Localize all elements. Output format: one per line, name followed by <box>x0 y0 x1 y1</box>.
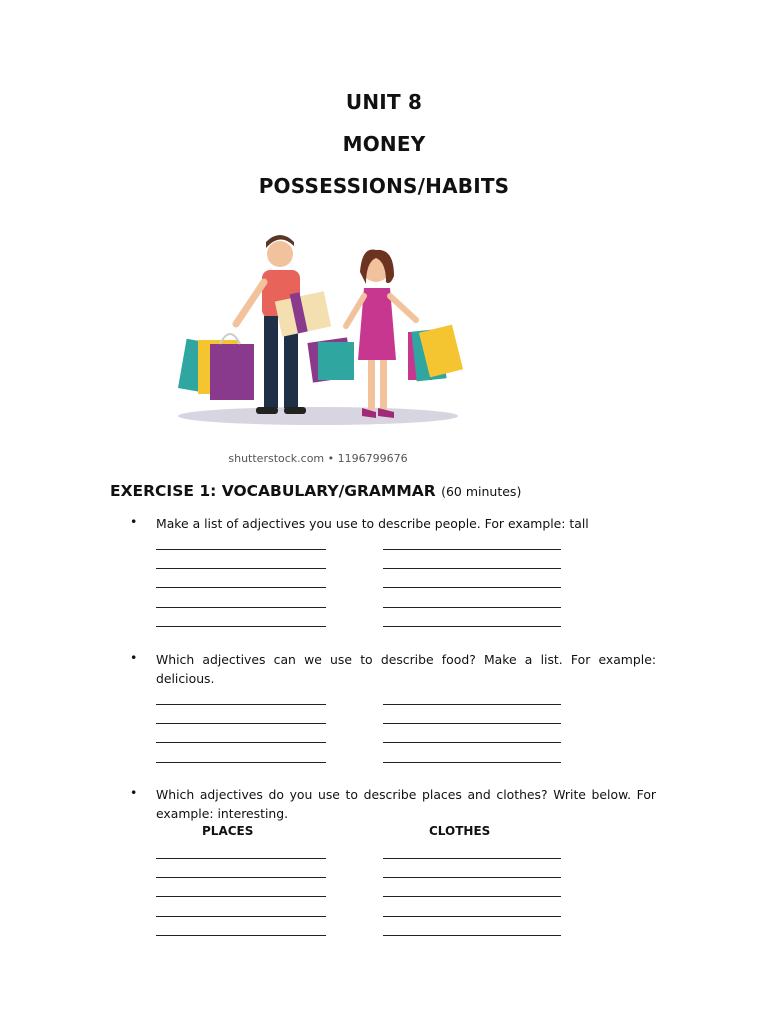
answer-line <box>156 626 326 627</box>
answer-line <box>383 935 561 936</box>
answer-line <box>383 916 561 917</box>
bullet-point: • <box>130 514 138 529</box>
image-credit: shutterstock.com • 1196799676 <box>228 452 408 465</box>
column-heading-places: PLACES <box>202 824 254 838</box>
exercise-duration: (60 minutes) <box>441 484 522 499</box>
answer-line <box>156 896 326 897</box>
answer-line <box>156 704 326 705</box>
answer-line <box>383 877 561 878</box>
woman-figure <box>346 249 416 418</box>
answer-line <box>383 549 561 550</box>
floor-shadow <box>178 407 458 425</box>
exercise-title: EXERCISE 1: VOCABULARY/GRAMMAR <box>110 482 436 500</box>
answer-line <box>156 587 326 588</box>
answer-line <box>156 723 326 724</box>
answer-line <box>383 626 561 627</box>
answer-line <box>156 742 326 743</box>
topic-title: MONEY <box>342 132 426 156</box>
column-heading-clothes: CLOTHES <box>429 824 491 838</box>
answer-line <box>156 858 326 859</box>
answer-line <box>156 762 326 763</box>
answer-line <box>383 723 561 724</box>
bullet-point: • <box>130 650 138 665</box>
answer-line <box>383 607 561 608</box>
answer-line <box>156 568 326 569</box>
answer-line <box>383 587 561 588</box>
question-2-text: Which adjectives can we use to describe food? Make a list. For example: delicious. <box>156 652 656 686</box>
answer-line <box>156 549 326 550</box>
exercise-heading <box>110 482 521 500</box>
subtopic-title: POSSESSIONS/HABITS <box>258 174 510 198</box>
bullet-point: • <box>130 785 138 800</box>
answer-line <box>383 568 561 569</box>
answer-line <box>383 762 561 763</box>
answer-line <box>383 896 561 897</box>
answer-line <box>383 742 561 743</box>
question-1-text: Make a list of adjectives you use to describe people. For example: tall <box>156 516 589 531</box>
unit-title: UNIT 8 <box>345 90 423 114</box>
man-bags <box>178 334 254 400</box>
answer-line <box>156 877 326 878</box>
answer-line <box>156 916 326 917</box>
answer-line <box>383 858 561 859</box>
question-3-text: Which adjectives do you use to describe places and clothes? Write below. For example: interesting. <box>156 787 656 821</box>
answer-line <box>156 607 326 608</box>
answer-line <box>156 935 326 936</box>
answer-line <box>383 704 561 705</box>
shopping-couple-illustration <box>170 232 470 432</box>
